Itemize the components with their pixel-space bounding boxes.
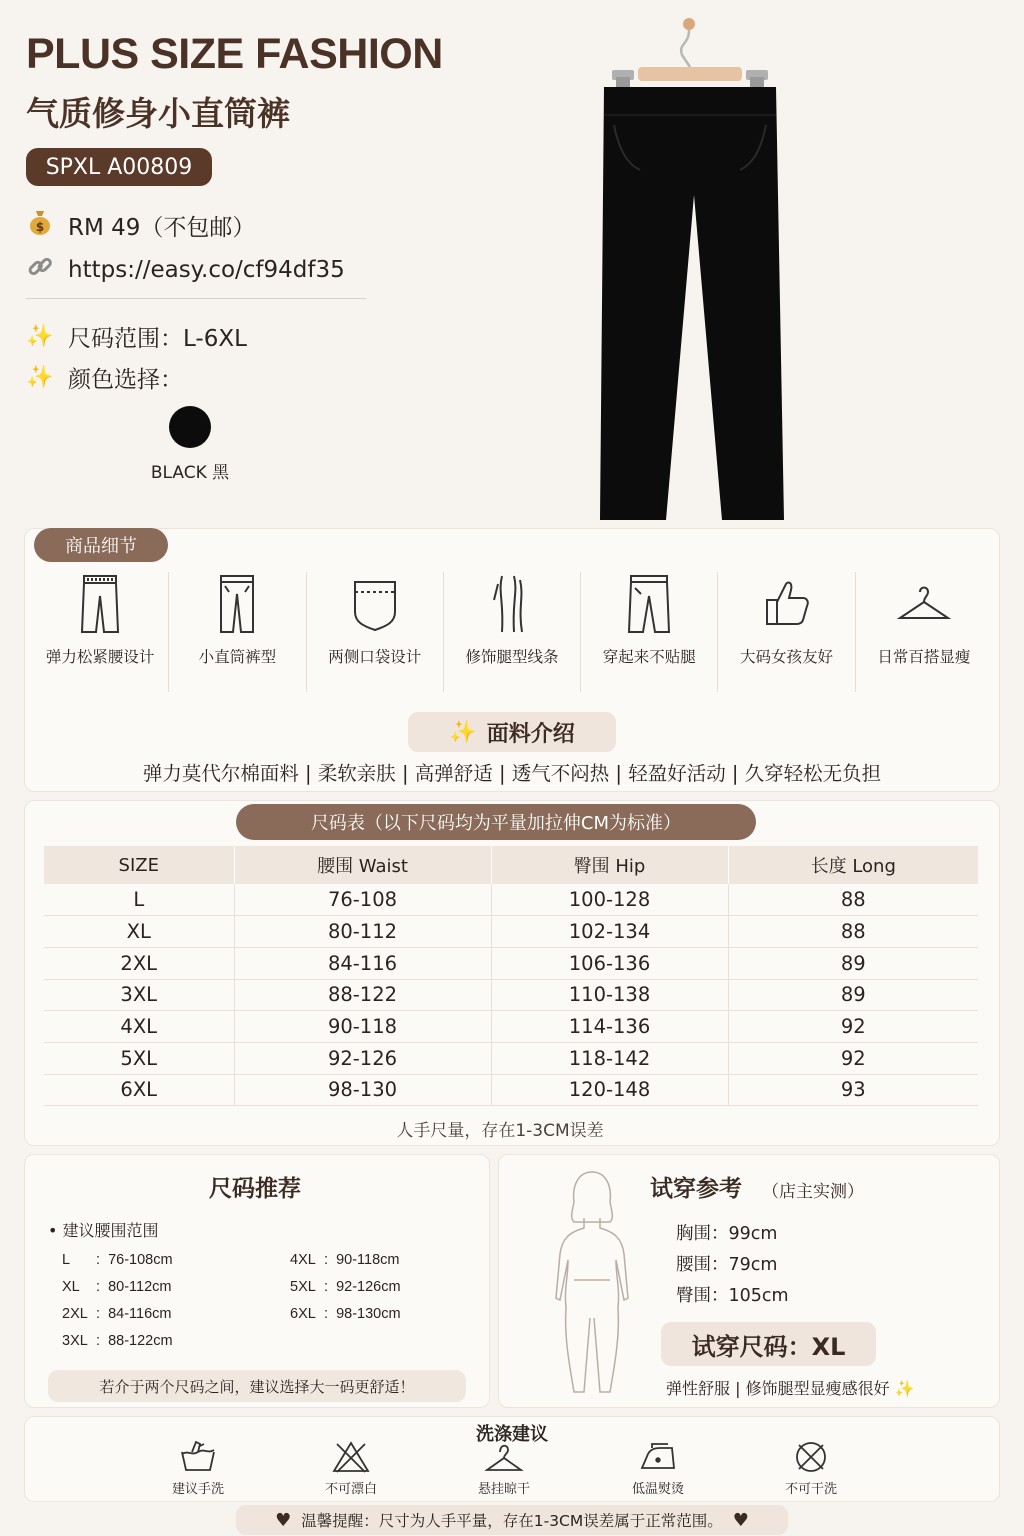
wash-item	[751, 1440, 871, 1497]
recommend-tip: 若介于两个尺码之间，建议选择大一码更舒适！	[48, 1370, 466, 1402]
size-cell: 2XL	[44, 947, 234, 979]
feature-item	[581, 572, 718, 692]
try-on-size: 试穿尺码：XL	[661, 1322, 876, 1366]
try-on-chest: 胸围：99cm	[676, 1224, 778, 1244]
length-cell: 89	[728, 947, 978, 979]
wash-item	[291, 1440, 411, 1497]
recommend-item: 6XL : 98-130cm	[290, 1306, 401, 1322]
try-on-title-sub: （店主实测）	[762, 1182, 864, 1202]
color-swatch-label: BLACK 黑	[150, 463, 230, 483]
link-row[interactable]	[26, 254, 345, 286]
fabric-heading: 面料介绍	[486, 721, 575, 747]
length-cell: 92	[728, 1042, 978, 1074]
sparkle-icon: ✨	[894, 1379, 915, 1398]
svg-text:$: $	[35, 220, 45, 234]
low-iron-icon	[638, 1440, 678, 1474]
column-header: SIZE	[44, 846, 234, 884]
column-header: 腰围 Waist	[234, 846, 491, 884]
size-cell: 5XL	[44, 1042, 234, 1074]
size-cell: 6XL	[44, 1074, 234, 1106]
wash-item	[598, 1440, 718, 1497]
straight-pants-icon	[209, 572, 265, 636]
recommend-title: 尺码推荐	[209, 1176, 301, 1202]
try-on-title: 试穿参考	[650, 1176, 742, 1202]
waist-cell: 90-118	[234, 1011, 491, 1043]
try-on-footer	[666, 1376, 915, 1399]
waist-cell: 98-130	[234, 1074, 491, 1106]
no-dry-clean-icon	[791, 1440, 831, 1474]
size-range-row	[26, 320, 247, 353]
recommend-item: 2XL : 84-116cm	[62, 1306, 172, 1322]
feature-label: 修饰腿型线条	[465, 648, 559, 666]
leg-line-icon	[484, 572, 540, 636]
product-image-pants	[590, 15, 800, 530]
product-code-badge: SPXL A00809	[26, 148, 212, 186]
size-table	[44, 846, 978, 1106]
hip-cell: 102-134	[491, 916, 728, 948]
feature-item	[307, 572, 444, 692]
wash-label: 低温熨烫	[631, 1482, 684, 1497]
waist-cell: 88-122	[234, 979, 491, 1011]
hip-cell: 106-136	[491, 947, 728, 979]
hand-wash-icon	[178, 1440, 218, 1474]
hip-cell: 114-136	[491, 1011, 728, 1043]
color-row	[26, 361, 183, 394]
recommend-subtitle: • 建议腰围范围	[48, 1221, 159, 1240]
feature-label: 两侧口袋设计	[328, 648, 422, 666]
elastic-waist-pants-icon	[72, 572, 128, 636]
waist-cell: 84-116	[234, 947, 491, 979]
waist-cell: 92-126	[234, 1042, 491, 1074]
table-row	[44, 1011, 978, 1043]
length-cell: 93	[728, 1074, 978, 1106]
hip-cell: 120-148	[491, 1074, 728, 1106]
heart-icon: ♥	[275, 1509, 292, 1531]
loose-pants-icon	[621, 572, 677, 636]
recommend-item: L : 76-108cm	[62, 1252, 173, 1268]
heart-icon: ♥	[732, 1509, 749, 1531]
size-chart-heading: 尺码表（以下尺码均为平量加拉伸CM为标准）	[236, 804, 756, 840]
table-row	[44, 884, 978, 916]
feature-label: 日常百搭显瘦	[877, 648, 971, 666]
try-on-hip: 臀围：105cm	[676, 1286, 789, 1306]
wash-title: 洗涤建议	[476, 1424, 548, 1445]
table-row	[44, 1074, 978, 1106]
warm-tip-bar	[236, 1505, 788, 1535]
feature-label: 穿起来不贴腿	[602, 648, 696, 666]
sparkle-icon: ✨	[26, 324, 54, 349]
feature-item	[169, 572, 306, 692]
hip-cell: 110-138	[491, 979, 728, 1011]
size-range-text: 尺码范围：L-6XL	[68, 326, 247, 352]
size-cell: XL	[44, 916, 234, 948]
thumbs-up-icon	[759, 572, 815, 636]
length-cell: 89	[728, 979, 978, 1011]
table-row	[44, 916, 978, 948]
header-divider	[26, 298, 366, 299]
body-figure-icon	[550, 1168, 634, 1400]
hanger-icon	[896, 572, 952, 636]
feature-item	[718, 572, 855, 692]
wash-label: 不可漂白	[324, 1482, 377, 1497]
color-label: 颜色选择：	[68, 367, 183, 393]
recommend-item: 3XL : 88-122cm	[62, 1333, 173, 1349]
table-row	[44, 947, 978, 979]
wash-label: 悬挂晾干	[477, 1482, 530, 1497]
hang-dry-icon	[484, 1440, 524, 1474]
no-bleach-icon	[331, 1440, 371, 1474]
table-row	[44, 1042, 978, 1074]
table-row	[44, 979, 978, 1011]
sparkle-icon: ✨	[449, 719, 477, 745]
length-cell: 88	[728, 884, 978, 916]
product-title: 气质修身小直筒裤	[26, 94, 290, 133]
size-cell: 4XL	[44, 1011, 234, 1043]
try-on-waist: 腰围：79cm	[676, 1255, 778, 1275]
size-chart-note: 人手尺量，存在1-3CM误差	[396, 1121, 604, 1141]
recommend-item: 5XL : 92-126cm	[290, 1279, 401, 1295]
try-on-footer-text: 弹性舒服 | 修饰腿型显瘦感很好	[666, 1379, 890, 1398]
size-cell: L	[44, 884, 234, 916]
link-icon	[26, 254, 54, 286]
color-swatch-black[interactable]	[169, 406, 211, 448]
fabric-description: 弹力莫代尔棉面料 | 柔软亲肤 | 高弹舒适 | 透气不闷热 | 轻盈好活动 | 久穿轻松无负担	[142, 762, 882, 785]
size-cell: 3XL	[44, 979, 234, 1011]
wash-label: 建议手洗	[171, 1482, 224, 1497]
waist-cell: 80-112	[234, 916, 491, 948]
pocket-icon	[347, 572, 403, 636]
wash-item	[444, 1440, 564, 1497]
table-header-row	[44, 846, 978, 884]
warm-tip-text: 温馨提醒：尺寸为人手平量，存在1-3CM误差属于正常范围。	[301, 1512, 723, 1530]
price-row	[26, 208, 255, 242]
price-text: RM 49（不包邮）	[68, 214, 256, 241]
wash-label: 不可干洗	[784, 1482, 837, 1497]
feature-label: 大码女孩友好	[740, 648, 834, 666]
money-bag-icon	[26, 208, 54, 242]
feature-label: 弹力松紧腰设计	[45, 648, 155, 666]
hip-cell: 118-142	[491, 1042, 728, 1074]
recommend-item: XL : 80-112cm	[62, 1279, 172, 1295]
column-header: 臀围 Hip	[491, 846, 728, 884]
recommend-item: 4XL : 90-118cm	[290, 1252, 400, 1268]
wash-item	[138, 1440, 258, 1497]
sparkle-icon: ✨	[26, 365, 54, 390]
feature-item	[32, 572, 169, 692]
feature-label: 小直筒裤型	[198, 648, 277, 666]
hip-cell: 100-128	[491, 884, 728, 916]
feature-item	[856, 572, 992, 692]
length-cell: 92	[728, 1011, 978, 1043]
column-header: 长度 Long	[728, 846, 978, 884]
product-link[interactable]: https://easy.co/cf94df35	[68, 257, 345, 283]
details-heading: 商品细节	[34, 528, 168, 562]
fabric-heading-pill	[408, 712, 616, 752]
waist-cell: 76-108	[234, 884, 491, 916]
feature-item	[444, 572, 581, 692]
length-cell: 88	[728, 916, 978, 948]
feature-list	[32, 572, 992, 692]
brand-title: PLUS SIZE FASHION	[26, 30, 443, 78]
